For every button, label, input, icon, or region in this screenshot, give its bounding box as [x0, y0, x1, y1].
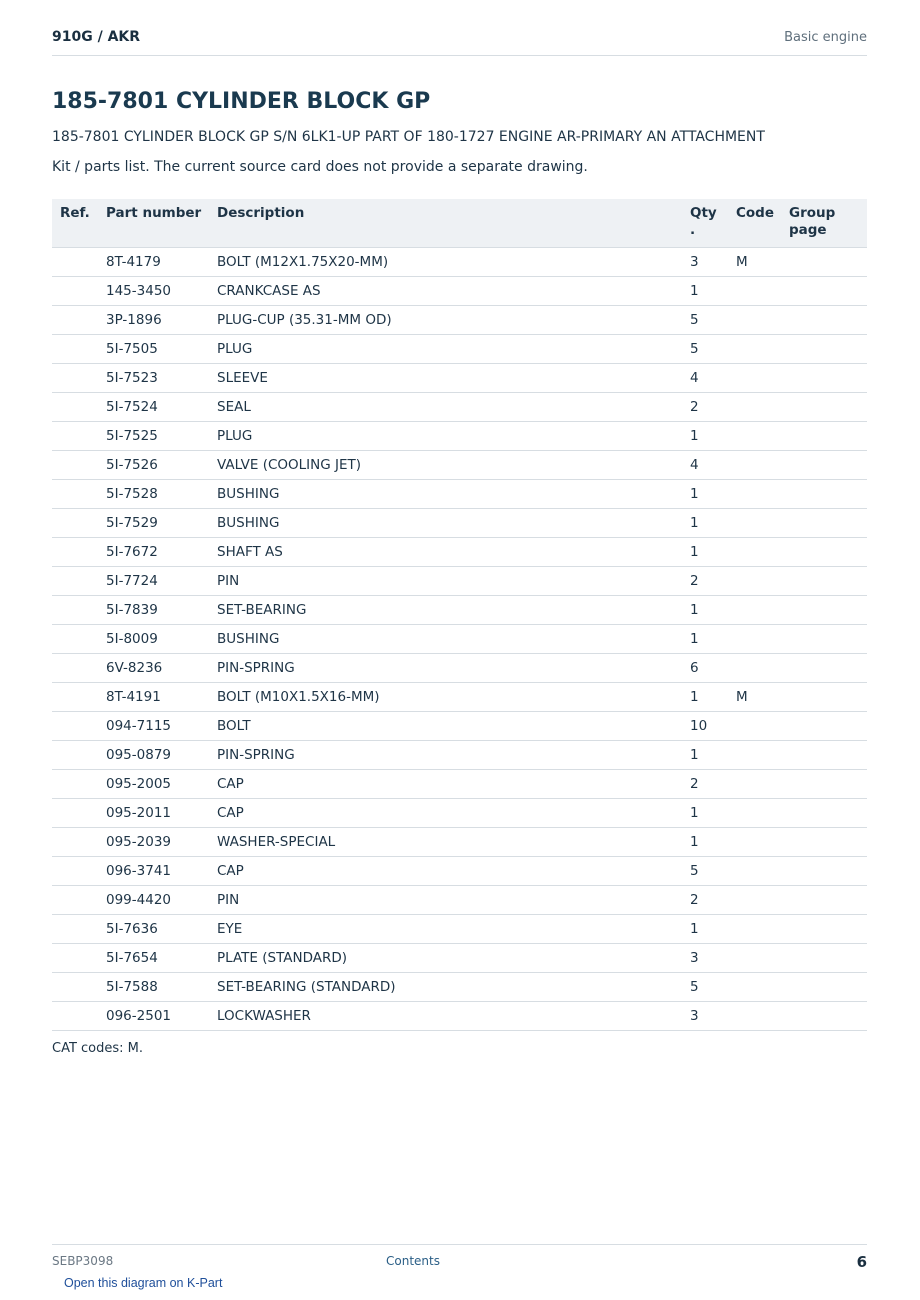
table-row: [52, 857, 867, 886]
code-cell: [728, 480, 781, 509]
code-cell: [728, 422, 781, 451]
part-number-cell: 5I-7724: [98, 567, 209, 596]
column-header-ref: Ref.: [52, 199, 98, 248]
description-cell: SEAL: [209, 393, 682, 422]
qty-cell: 2: [682, 393, 728, 422]
table-row: [52, 480, 867, 509]
qty-cell: 2: [682, 886, 728, 915]
ref-cell: [52, 335, 98, 364]
code-cell: [728, 857, 781, 886]
document-id: SEBP3098: [52, 1254, 114, 1268]
parts-table-body: [52, 248, 867, 1031]
code-cell: [728, 915, 781, 944]
group-page-cell: [781, 509, 867, 538]
qty-cell: 10: [682, 712, 728, 741]
ref-cell: [52, 625, 98, 654]
group-page-cell: [781, 335, 867, 364]
table-row: [52, 393, 867, 422]
code-cell: [728, 973, 781, 1002]
part-number-cell: 5I-7839: [98, 596, 209, 625]
table-row: [52, 770, 867, 799]
description-cell: VALVE (COOLING JET): [209, 451, 682, 480]
part-number-cell: 8T-4179: [98, 248, 209, 277]
description-cell: PIN: [209, 567, 682, 596]
ref-cell: [52, 828, 98, 857]
part-number-cell: 5I-7636: [98, 915, 209, 944]
part-number-cell: 5I-7525: [98, 422, 209, 451]
ref-cell: [52, 422, 98, 451]
code-cell: [728, 509, 781, 538]
code-cell: [728, 277, 781, 306]
qty-cell: 5: [682, 857, 728, 886]
ref-cell: [52, 393, 98, 422]
group-page-cell: [781, 654, 867, 683]
ref-cell: [52, 944, 98, 973]
qty-cell: 1: [682, 277, 728, 306]
ref-cell: [52, 1002, 98, 1031]
part-number-cell: 5I-7524: [98, 393, 209, 422]
code-cell: [728, 799, 781, 828]
code-cell: [728, 741, 781, 770]
ref-cell: [52, 886, 98, 915]
group-page-cell: [781, 538, 867, 567]
part-number-cell: 099-4420: [98, 886, 209, 915]
table-row: [52, 683, 867, 712]
table-header-row: [52, 199, 867, 248]
column-header-group-page: Group page: [781, 199, 867, 248]
qty-cell: 3: [682, 1002, 728, 1031]
description-cell: PIN-SPRING: [209, 654, 682, 683]
code-cell: M: [728, 683, 781, 712]
kpart-diagram-link[interactable]: Open this diagram on K-Part: [64, 1276, 223, 1290]
description-cell: PIN: [209, 886, 682, 915]
code-cell: [728, 625, 781, 654]
group-page-cell: [781, 973, 867, 1002]
table-row: [52, 886, 867, 915]
section-name: Basic engine: [784, 30, 867, 45]
table-row: [52, 712, 867, 741]
table-row: [52, 538, 867, 567]
table-row: [52, 364, 867, 393]
group-page-cell: [781, 915, 867, 944]
part-number-cell: 5I-7523: [98, 364, 209, 393]
part-number-cell: 095-2005: [98, 770, 209, 799]
qty-cell: 1: [682, 480, 728, 509]
group-page-cell: [781, 277, 867, 306]
code-cell: [728, 567, 781, 596]
table-row: [52, 944, 867, 973]
ref-cell: [52, 538, 98, 567]
page-number: 6: [856, 1253, 867, 1271]
part-number-cell: 5I-7654: [98, 944, 209, 973]
group-page-cell: [781, 770, 867, 799]
group-page-cell: [781, 828, 867, 857]
column-header-code: Code: [728, 199, 781, 248]
description-cell: CAP: [209, 799, 682, 828]
group-page-cell: [781, 741, 867, 770]
group-page-cell: [781, 683, 867, 712]
code-cell: [728, 654, 781, 683]
group-page-cell: [781, 306, 867, 335]
ref-cell: [52, 799, 98, 828]
description-cell: SHAFT AS: [209, 538, 682, 567]
part-number-cell: 5I-7505: [98, 335, 209, 364]
code-cell: [728, 828, 781, 857]
machine-model: 910G / AKR: [52, 29, 141, 45]
qty-cell: 1: [682, 538, 728, 567]
table-row: [52, 596, 867, 625]
ref-cell: [52, 480, 98, 509]
group-page-cell: [781, 1002, 867, 1031]
qty-cell: 1: [682, 683, 728, 712]
ref-cell: [52, 741, 98, 770]
table-row: [52, 248, 867, 277]
ref-cell: [52, 364, 98, 393]
contents-link[interactable]: Contents: [386, 1254, 440, 1268]
qty-cell: 2: [682, 770, 728, 799]
code-cell: [728, 393, 781, 422]
qty-cell: 3: [682, 248, 728, 277]
code-cell: [728, 944, 781, 973]
qty-cell: 1: [682, 509, 728, 538]
description-cell: BUSHING: [209, 480, 682, 509]
part-number-cell: 5I-7526: [98, 451, 209, 480]
part-number-cell: 5I-8009: [98, 625, 209, 654]
qty-cell: 3: [682, 944, 728, 973]
group-page-cell: [781, 422, 867, 451]
page-footer: [52, 1244, 867, 1275]
code-cell: [728, 886, 781, 915]
description-cell: PLUG: [209, 422, 682, 451]
part-number-cell: 5I-7528: [98, 480, 209, 509]
code-cell: M: [728, 248, 781, 277]
description-cell: BOLT (M12X1.75X20-MM): [209, 248, 682, 277]
ref-cell: [52, 248, 98, 277]
table-row: [52, 509, 867, 538]
table-row: [52, 799, 867, 828]
qty-cell: 4: [682, 451, 728, 480]
qty-cell: 5: [682, 306, 728, 335]
table-row: [52, 828, 867, 857]
ref-cell: [52, 596, 98, 625]
part-number-cell: 5I-7672: [98, 538, 209, 567]
group-description: 185-7801 CYLINDER BLOCK GP S/N 6LK1-UP PART OF 180-1727 ENGINE AR-PRIMARY AN ATTACHMENT: [52, 129, 765, 145]
qty-cell: 1: [682, 828, 728, 857]
part-number-cell: 5I-7529: [98, 509, 209, 538]
table-row: [52, 306, 867, 335]
page-header: [52, 28, 867, 56]
ref-cell: [52, 509, 98, 538]
part-number-cell: 3P-1896: [98, 306, 209, 335]
code-cell: [728, 596, 781, 625]
part-number-cell: 095-2011: [98, 799, 209, 828]
code-cell: [728, 451, 781, 480]
description-cell: SET-BEARING (STANDARD): [209, 973, 682, 1002]
group-page-cell: [781, 393, 867, 422]
description-cell: CAP: [209, 857, 682, 886]
cat-codes-note: CAT codes: M.: [52, 1041, 144, 1056]
group-page-cell: [781, 248, 867, 277]
group-page-cell: [781, 451, 867, 480]
part-number-cell: 096-3741: [98, 857, 209, 886]
qty-cell: 1: [682, 422, 728, 451]
description-cell: WASHER-SPECIAL: [209, 828, 682, 857]
code-cell: [728, 1002, 781, 1031]
table-row: [52, 654, 867, 683]
description-cell: BOLT (M10X1.5X16-MM): [209, 683, 682, 712]
ref-cell: [52, 915, 98, 944]
code-cell: [728, 538, 781, 567]
table-row: [52, 1002, 867, 1031]
table-row: [52, 422, 867, 451]
group-page-cell: [781, 857, 867, 886]
ref-cell: [52, 451, 98, 480]
table-row: [52, 277, 867, 306]
description-cell: CRANKCASE AS: [209, 277, 682, 306]
parts-table: [52, 199, 867, 1031]
source-note: Kit / parts list. The current source card does not provide a separate drawing.: [52, 159, 588, 175]
table-row: [52, 625, 867, 654]
ref-cell: [52, 654, 98, 683]
qty-cell: 1: [682, 799, 728, 828]
ref-cell: [52, 973, 98, 1002]
part-number-cell: 096-2501: [98, 1002, 209, 1031]
group-page-cell: [781, 944, 867, 973]
description-cell: LOCKWASHER: [209, 1002, 682, 1031]
part-number-cell: 8T-4191: [98, 683, 209, 712]
part-number-cell: 6V-8236: [98, 654, 209, 683]
part-number-cell: 5I-7588: [98, 973, 209, 1002]
description-cell: BOLT: [209, 712, 682, 741]
description-cell: PLATE (STANDARD): [209, 944, 682, 973]
ref-cell: [52, 277, 98, 306]
column-header-qty: Qty .: [682, 199, 728, 248]
description-cell: PLUG-CUP (35.31-MM OD): [209, 306, 682, 335]
column-header-part-number: Part number: [98, 199, 209, 248]
qty-cell: 2: [682, 567, 728, 596]
qty-cell: 1: [682, 741, 728, 770]
description-cell: EYE: [209, 915, 682, 944]
group-page-cell: [781, 625, 867, 654]
code-cell: [728, 712, 781, 741]
description-cell: BUSHING: [209, 625, 682, 654]
group-page-cell: [781, 799, 867, 828]
group-page-cell: [781, 480, 867, 509]
ref-cell: [52, 567, 98, 596]
group-page-cell: [781, 364, 867, 393]
part-number-cell: 145-3450: [98, 277, 209, 306]
part-number-cell: 094-7115: [98, 712, 209, 741]
qty-cell: 5: [682, 973, 728, 1002]
ref-cell: [52, 712, 98, 741]
qty-cell: 5: [682, 335, 728, 364]
part-number-cell: 095-0879: [98, 741, 209, 770]
code-cell: [728, 770, 781, 799]
table-row: [52, 335, 867, 364]
table-row: [52, 567, 867, 596]
part-number-cell: 095-2039: [98, 828, 209, 857]
description-cell: PLUG: [209, 335, 682, 364]
group-page-cell: [781, 567, 867, 596]
column-header-description: Description: [209, 199, 682, 248]
table-row: [52, 915, 867, 944]
description-cell: SET-BEARING: [209, 596, 682, 625]
qty-cell: 1: [682, 625, 728, 654]
code-cell: [728, 335, 781, 364]
qty-cell: 4: [682, 364, 728, 393]
code-cell: [728, 364, 781, 393]
group-page-cell: [781, 712, 867, 741]
description-cell: CAP: [209, 770, 682, 799]
description-cell: BUSHING: [209, 509, 682, 538]
ref-cell: [52, 770, 98, 799]
qty-cell: 1: [682, 596, 728, 625]
description-cell: SLEEVE: [209, 364, 682, 393]
code-cell: [728, 306, 781, 335]
group-page-cell: [781, 596, 867, 625]
group-page-cell: [781, 886, 867, 915]
ref-cell: [52, 306, 98, 335]
table-row: [52, 741, 867, 770]
page-title: 185-7801 CYLINDER BLOCK GP: [52, 89, 431, 114]
ref-cell: [52, 857, 98, 886]
ref-cell: [52, 683, 98, 712]
qty-cell: 6: [682, 654, 728, 683]
table-row: [52, 451, 867, 480]
qty-cell: 1: [682, 915, 728, 944]
description-cell: PIN-SPRING: [209, 741, 682, 770]
table-row: [52, 973, 867, 1002]
